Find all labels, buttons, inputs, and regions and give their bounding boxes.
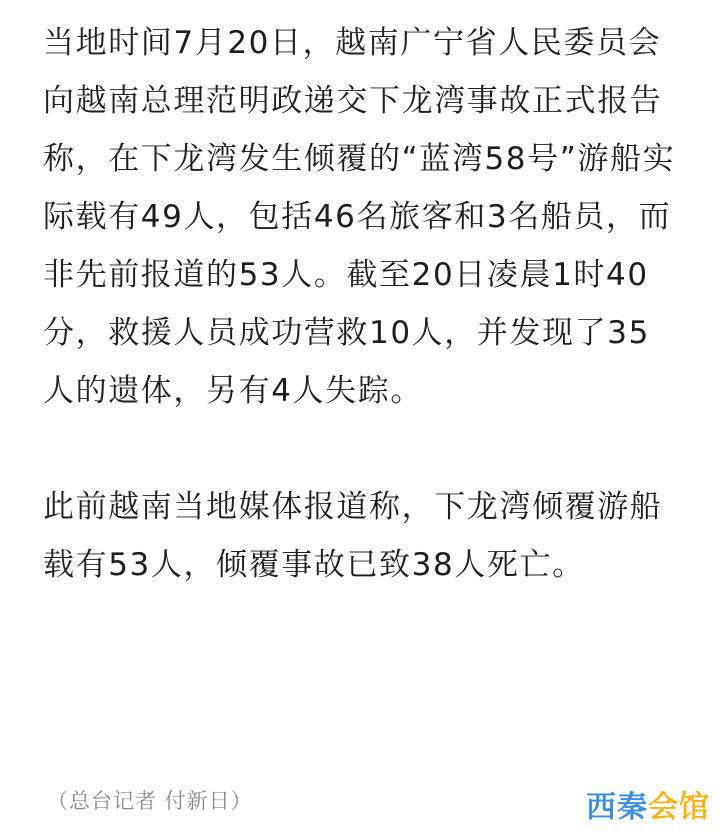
article-paragraph-2 [43, 478, 683, 594]
text-line: 分，救援人员成功营救10人，并发现了35 [43, 315, 650, 351]
article-paragraph-1 [43, 14, 683, 420]
article-body [43, 14, 683, 594]
text-line: 非先前报道的53人。截至20日凌晨1时40 [43, 257, 649, 293]
text-line: 此前越南当地媒体报道称，下龙湾倾覆游船 [43, 489, 663, 525]
site-watermark-logo [586, 790, 710, 826]
text-line: 载有53人，倾覆事故已致38人死亡。 [43, 547, 585, 583]
text-line: 际载有49人，包括46名旅客和3名船员，而 [43, 199, 672, 235]
text-line: 称，在下龙湾发生倾覆的“蓝湾58号”游船实 [43, 141, 676, 177]
text-line: 向越南总理范明政递交下龙湾事故正式报告 [43, 83, 663, 119]
text-line: 当地时间7月20日，越南广宁省人民委员会 [43, 25, 662, 61]
text-line: 人的遗体，另有4人失踪。 [43, 373, 423, 409]
watermark-part-2: 会馆 [648, 790, 710, 825]
watermark-part-1: 西秦 [586, 790, 648, 825]
reporter-byline: （总台记者 付新日） [47, 789, 253, 813]
